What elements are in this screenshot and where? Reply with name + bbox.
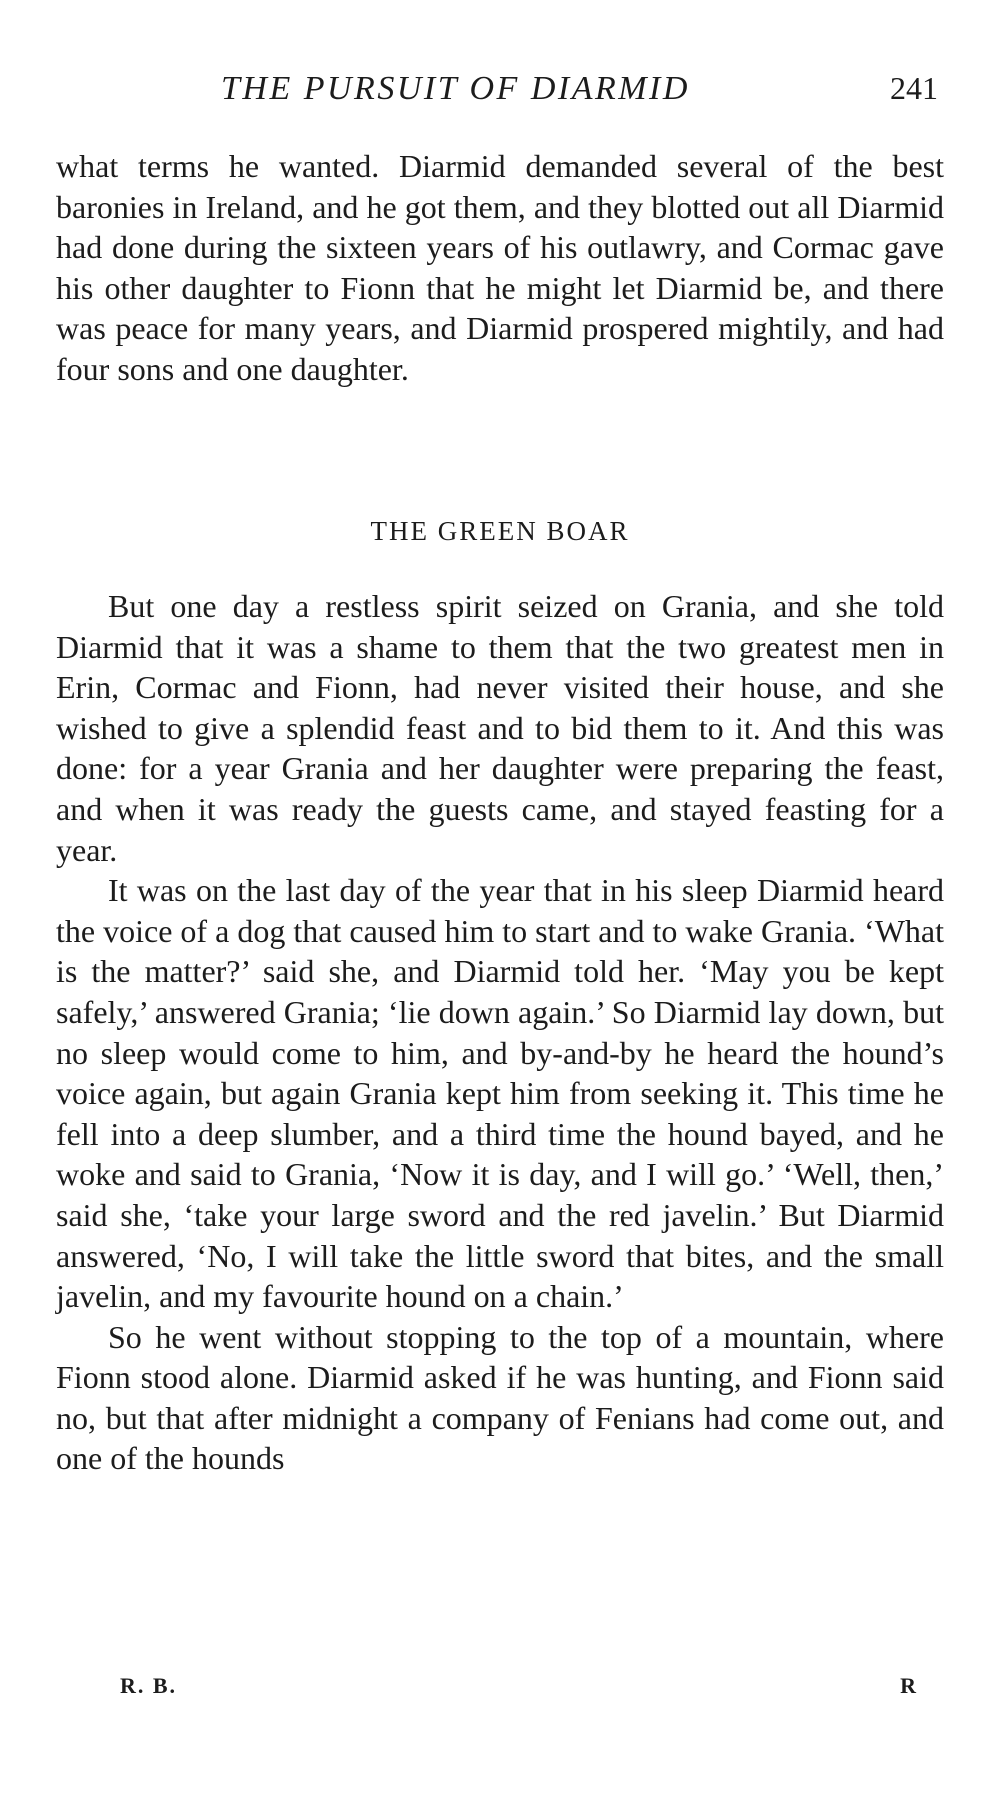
page-number: 241 <box>890 70 938 106</box>
running-title: THE PURSUIT OF DIARMID <box>221 70 690 107</box>
continued-text-block <box>56 146 944 390</box>
running-head <box>56 70 944 116</box>
signature-letter: R <box>900 1673 918 1698</box>
section-heading: THE GREEN BOAR <box>370 516 630 546</box>
paragraph-continued: what terms he wanted. Diarmid demanded several of the best baronies in Ireland, and he got them, and they blotted out all Diarmid had done during the sixteen years of his outlawry, and Cormac gave his other daughter to Fionn that he might let Diarmid be, and there was peace for many years, and Diarmid prospered mightily, and had four sons and one daughter. <box>56 148 944 387</box>
paragraph: But one day a restless spirit seized on Grania, and she told Diarmid that it was a shame to them that the two greatest men in Erin, Cormac and Fionn, had never visited their house, and she wished to give a splendid feast and to bid them to it. And this was done: for a year Grania and her daughter were preparing the feast, and when it was ready the guests came, and stayed feasting for a year. <box>56 588 944 868</box>
page-footer <box>56 1673 944 1705</box>
paragraph: It was on the last day of the year that in his sleep Diarmid heard the voice of a dog that caused him to start and to wake Grania. ‘What is the matter?’ said she, and Diarmid told her. ‘May you be kept safely,’ answered Grania; ‘lie down again.’ So Diarmid lay down, but no sleep would come to him, and by-and-by he heard the hound’s voice again, but again Grania kept him from seeking it. This time he fell into a deep slumber, and a third time the hound bayed, and he woke and said to Grania, ‘Now it is day, and I will go.’ ‘Well, then,’ said she, ‘take your large sword and the red javelin.’ But Diarmid answered, ‘No, I will take the little sword that bites, and the small javelin, and my favourite hound on a chain.’ <box>56 872 944 1315</box>
section-text-block <box>56 586 944 1479</box>
paragraph: So he went without stopping to the top of a mountain, where Fionn stood alone. Diarmid asked if he was hunting, and Fionn said no, but that after midnight a company of Fenians had come out, and one of the hounds <box>56 1318 944 1477</box>
signature-mark: R. B. <box>120 1673 178 1698</box>
